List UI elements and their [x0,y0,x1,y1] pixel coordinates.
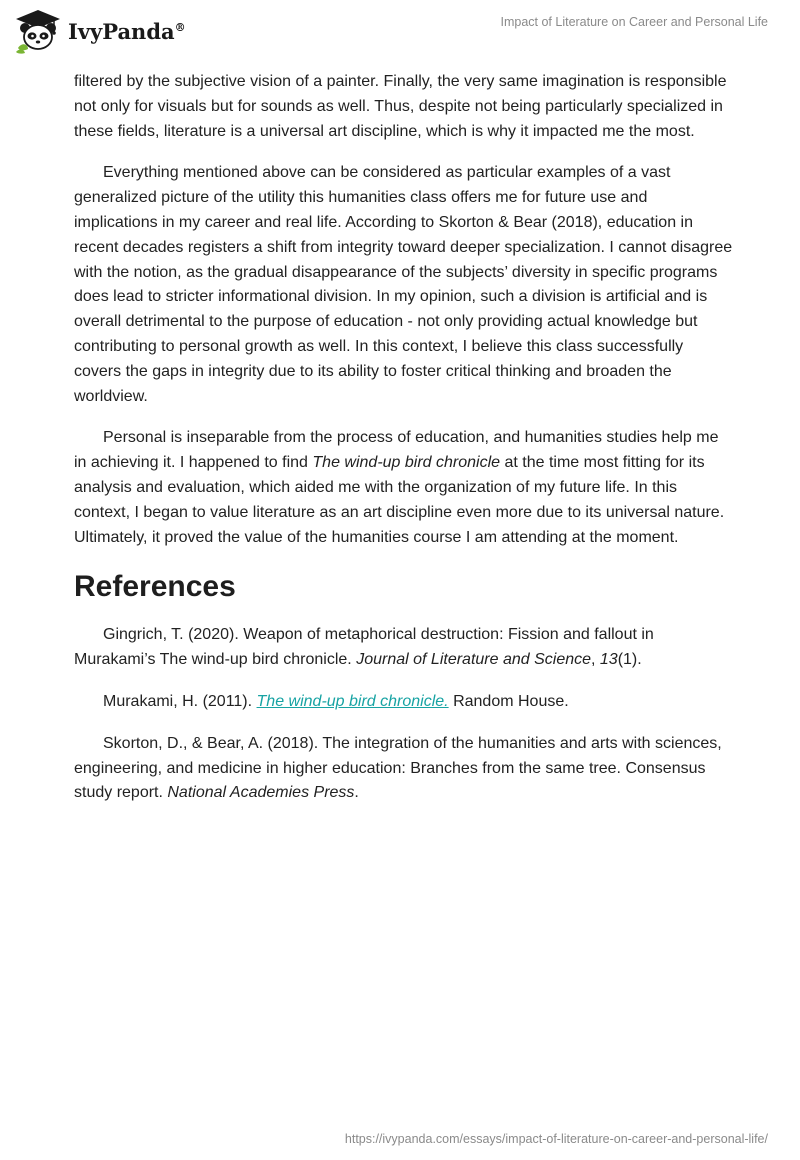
references-heading: References [74,570,236,604]
panda-graduate-icon [14,8,62,54]
page-header [0,0,800,60]
book-title: The wind-up bird chronicle [312,454,501,472]
brand-name: IvyPanda® [68,18,186,44]
reference-murakami: Murakami, H. (2011). The wind-up bird chronicle. Random House. [103,692,569,710]
reference-gingrich: Gingrich, T. (2020). Weapon of metaphorical destruction: Fission and fallout in Murakami’s The wind-up bird chronicle. Journal of Literature and Science, 13(1). [74,626,654,669]
reference-skorton: Skorton, D., & Bear, A. (2018). The integration of the humanities and arts with sciences, engineering, and medicine in higher education: Branches from the same tree. Consensus study report. National Academies Press. [74,734,722,802]
reference-link-murakami[interactable]: The wind-up bird chronicle. [256,692,449,710]
paragraph-utility: Everything mentioned above can be considered as particular examples of a vast generalized picture of the utility this humanities class offers me for future use and implications in my career and real life. According to Skorton & Bear (2018), education in recent decades registers a shift from integrity toward deeper specialization. I cannot disagree with the notion, as the gradual disappearance of the subjects’ diversity in specific programs does lead to stricter informational division. In my opinion, such a division is artificial and is overall detrimental to the purpose of education - not only providing actual knowledge but contributing to personal growth as well. In this context, I believe this class successfully covers the gaps in integrity due to its ability to foster critical thinking and broaden the worldview. [74,164,733,405]
paragraph-continuation: filtered by the subjective vision of a painter. Finally, the very same imagination is responsible not only for visuals but for sounds as well. Thus, despite not being particularly specialized in these fields, literature is a universal art discipline, which is why it impacted me the most. [74,73,727,140]
essay-body [74,70,734,823]
running-title: Impact of Literature on Career and Personal Life [500,15,768,29]
source-url[interactable]: https://ivypanda.com/essays/impact-of-literature-on-career-and-personal-life/ [344,1132,768,1146]
paragraph-personal: Personal is inseparable from the process of education, and humanities studies help me in achieving it. I happened to find The wind-up bird chronicle at the time most fitting for its analysis and evaluation, which aided me with the organization of my future life. In this context, I began to value literature as an art discipline even more due to its universal nature. Ultimately, it proved the value of the humanities course I am attending at the moment. [74,429,725,546]
ivypanda-logo[interactable] [14,8,186,54]
